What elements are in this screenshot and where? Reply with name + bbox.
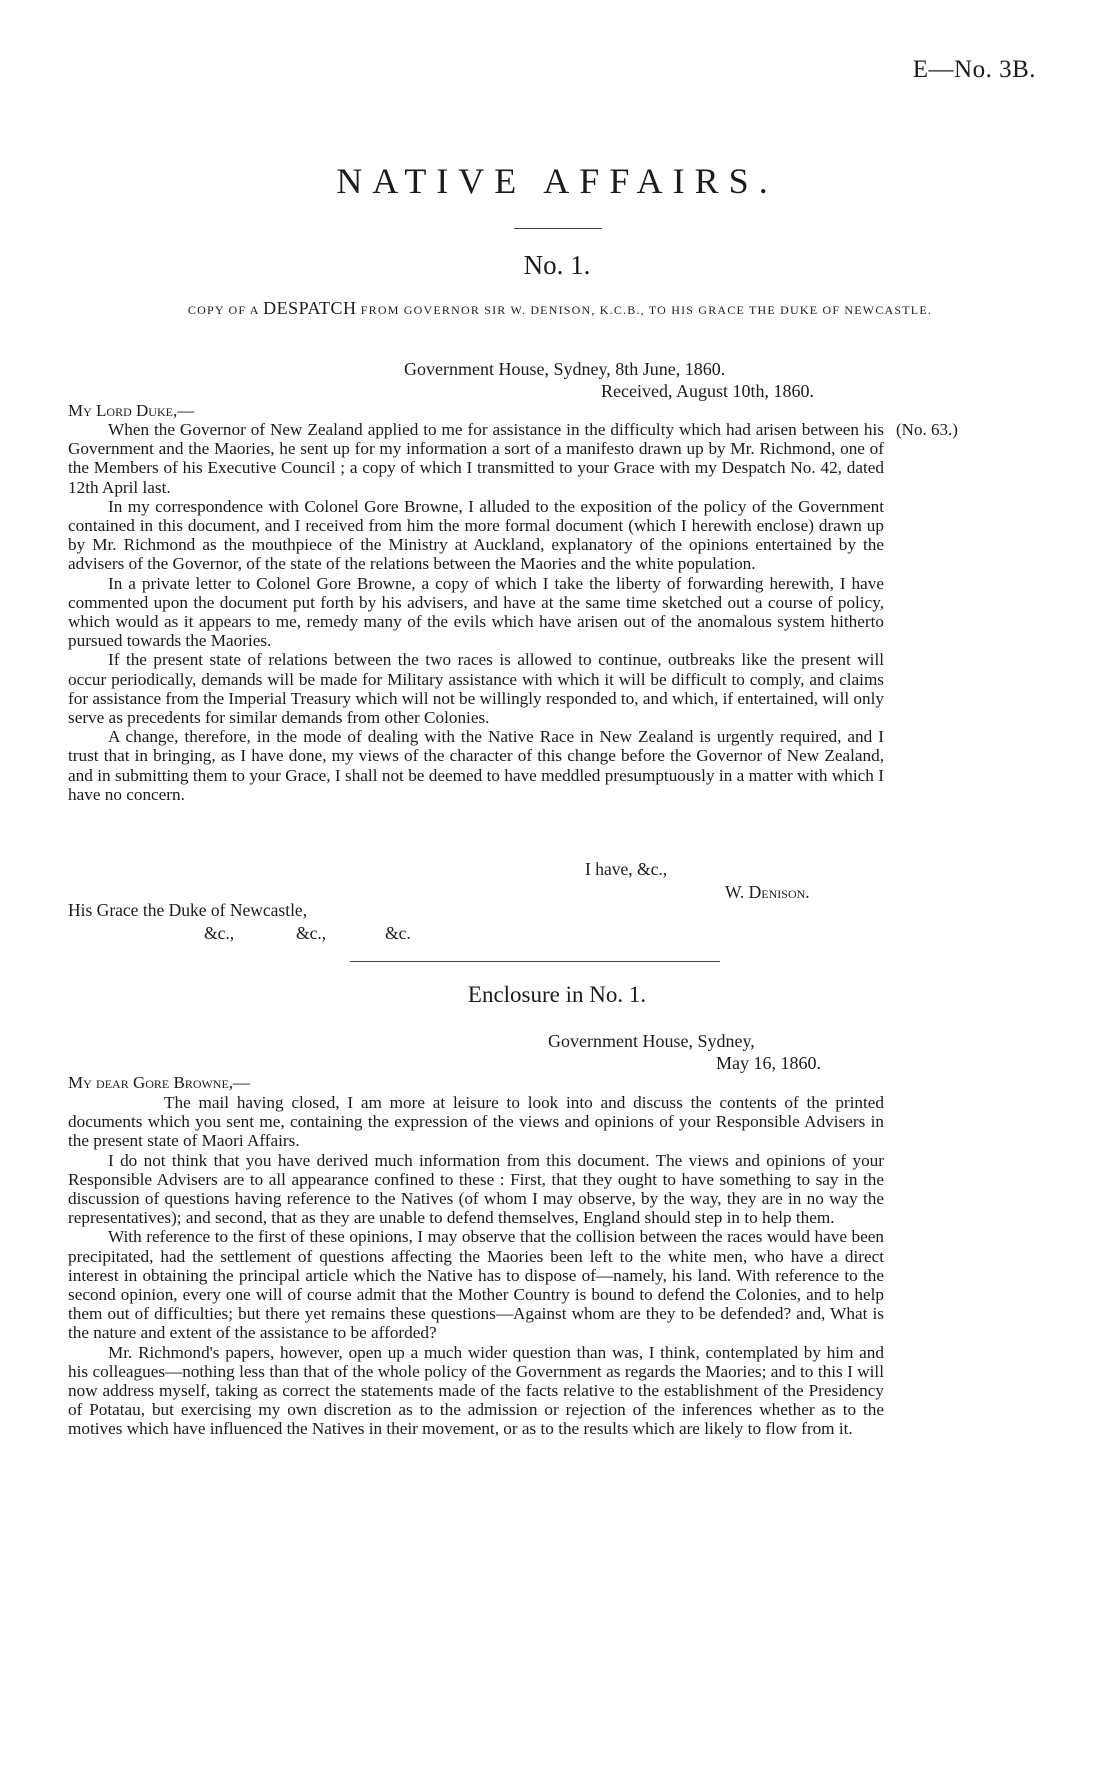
despatch-paragraph: In my correspondence with Colonel Gore Browne, I alluded to the exposition of the policy of the Government contained in this document, and I received from him the more formal document (which I herewith enclose) drawn up by Mr. Richmond as the mouthpiece of the Ministry at Auckland, explanatory of the opinions entertained by the advisers of the Governor, of the state of the relations between the Maories and the white population. bbox=[68, 496, 884, 574]
page-title: NATIVE AFFAIRS. bbox=[336, 161, 778, 201]
addressee-etc: &c., bbox=[296, 923, 327, 943]
despatch-number: No. 1. bbox=[523, 250, 591, 280]
despatch-addressee: His Grace the Duke of Newcastle, bbox=[68, 900, 308, 920]
document-reference: E—No. 3B. bbox=[912, 56, 1036, 83]
despatch-received: Received, August 10th, 1860. bbox=[601, 381, 814, 401]
despatch-place-date: Government House, Sydney, 8th June, 1860. bbox=[404, 359, 726, 379]
title-divider bbox=[514, 228, 602, 229]
margin-note: (No. 63.) bbox=[896, 420, 958, 439]
enclosure-place: Government House, Sydney, bbox=[548, 1031, 755, 1051]
addressee-etc: &c., bbox=[204, 923, 235, 943]
despatch-paragraph: A change, therefore, in the mode of dealing with the Native Race in New Zealand is urgently required, and I trust that in bringing, as I have done, my views of the character of this change before the Governor of New Zealand, and in submitting them to your Grace, I shall not be deemed to have meddled presumptuously in a matter with which I have no concern. bbox=[68, 727, 884, 804]
addressee-etc: &c. bbox=[385, 923, 411, 943]
enclosure-heading: Enclosure in No. 1. bbox=[467, 982, 647, 1007]
despatch-paragraph: When the Governor of New Zealand applied to me for assistance in the difficulty which had arisen between his Government and the Maories, he sent up for my information a sort of a manifesto drawn up by Mr. Richmond, one of the Members of his Executive Council ; a copy of which I transmitted to your Grace with my Despatch No. 42, dated 12th April last. bbox=[68, 420, 884, 497]
enclosure-body bbox=[68, 1093, 884, 1439]
despatch-paragraph: If the present state of relations between the two races is allowed to continue, outbreaks like the present will occur periodically, demands will be made for Military assistance with which it will be difficult to comply, and claims for assistance from the Imperial Treasury which will not be willingly responded to, and which, if entertained, will only serve as precedents for similar demands from other Colonies. bbox=[68, 650, 884, 728]
despatch-closing: I have, &c., bbox=[585, 859, 668, 879]
enclosure-salutation: My dear Gore Browne,— bbox=[68, 1073, 251, 1092]
enclosure-paragraph: With reference to the first of these opinions, I may observe that the collision between the races would have been precipitated, had the settlement of questions affecting the Maories been left to the white men, who have a direct interest in obtaining the principal article which the Native has to dispose of—namely, his land. With reference to the second opinion, every one will of course admit that the Mother Country is bound to defend the Colonies, and to help them out of difficulties; but there yet remains these questions—Against whom are they to be defended? and, What is the nature and extent of the assistance to be afforded? bbox=[68, 1227, 884, 1343]
despatch-paragraph: In a private letter to Colonel Gore Browne, a copy of which I take the liberty of forwarding herewith, I have commented upon the document put forth by his advisers, and have at the same time sketched out a course of policy, which would as it appears to me, remedy many of the evils which have arisen out of the anomalous system hitherto pursued towards the Maories. bbox=[68, 573, 884, 651]
section-divider bbox=[350, 961, 720, 962]
enclosure-paragraph: I do not think that you have derived much information from this document. The views and opinions of your Responsible Advisers are to all appearance confined to these : First, that they ought to have something to say in the discussion of questions having reference to the Natives (of whom I may observe, by the way, they are in no way the representatives); and second, that as they are unable to defend themselves, England should step in to help them. bbox=[68, 1150, 884, 1228]
despatch-caption bbox=[70, 300, 1050, 319]
despatch-body bbox=[68, 420, 884, 804]
enclosure-paragraph: The mail having closed, I am more at leisure to look into and discuss the contents of the printed documents which you sent me, containing the expression of the views and opinions of your Responsible Advisers in the present state of Maori Affairs. bbox=[68, 1093, 884, 1151]
despatch-salutation: My Lord Duke,— bbox=[68, 401, 195, 420]
caption-prefix: COPY OF A bbox=[187, 303, 259, 317]
caption-key: DESPATCH bbox=[263, 298, 357, 318]
enclosure-date: May 16, 1860. bbox=[716, 1053, 821, 1073]
despatch-signature: W. Denison. bbox=[725, 882, 810, 902]
enclosure-paragraph: Mr. Richmond's papers, however, open up a much wider question than was, I think, contemplated by him and his colleagues—nothing less than that of the whole policy of the Government as regards the Maories; and to this I will now address myself, taking as correct the statements made of the facts relative to the establishment of the Presidency of Potatau, but exercising my own discretion as to the admission or rejection of the inferences whether as to the motives which have influenced the Natives in their movement, or as to the results which are likely to flow from it. bbox=[68, 1342, 884, 1439]
caption-rest: FROM GOVERNOR SIR W. DENISON, K.C.B., TO HIS GRACE THE DUKE OF NEWCASTLE. bbox=[360, 303, 933, 317]
